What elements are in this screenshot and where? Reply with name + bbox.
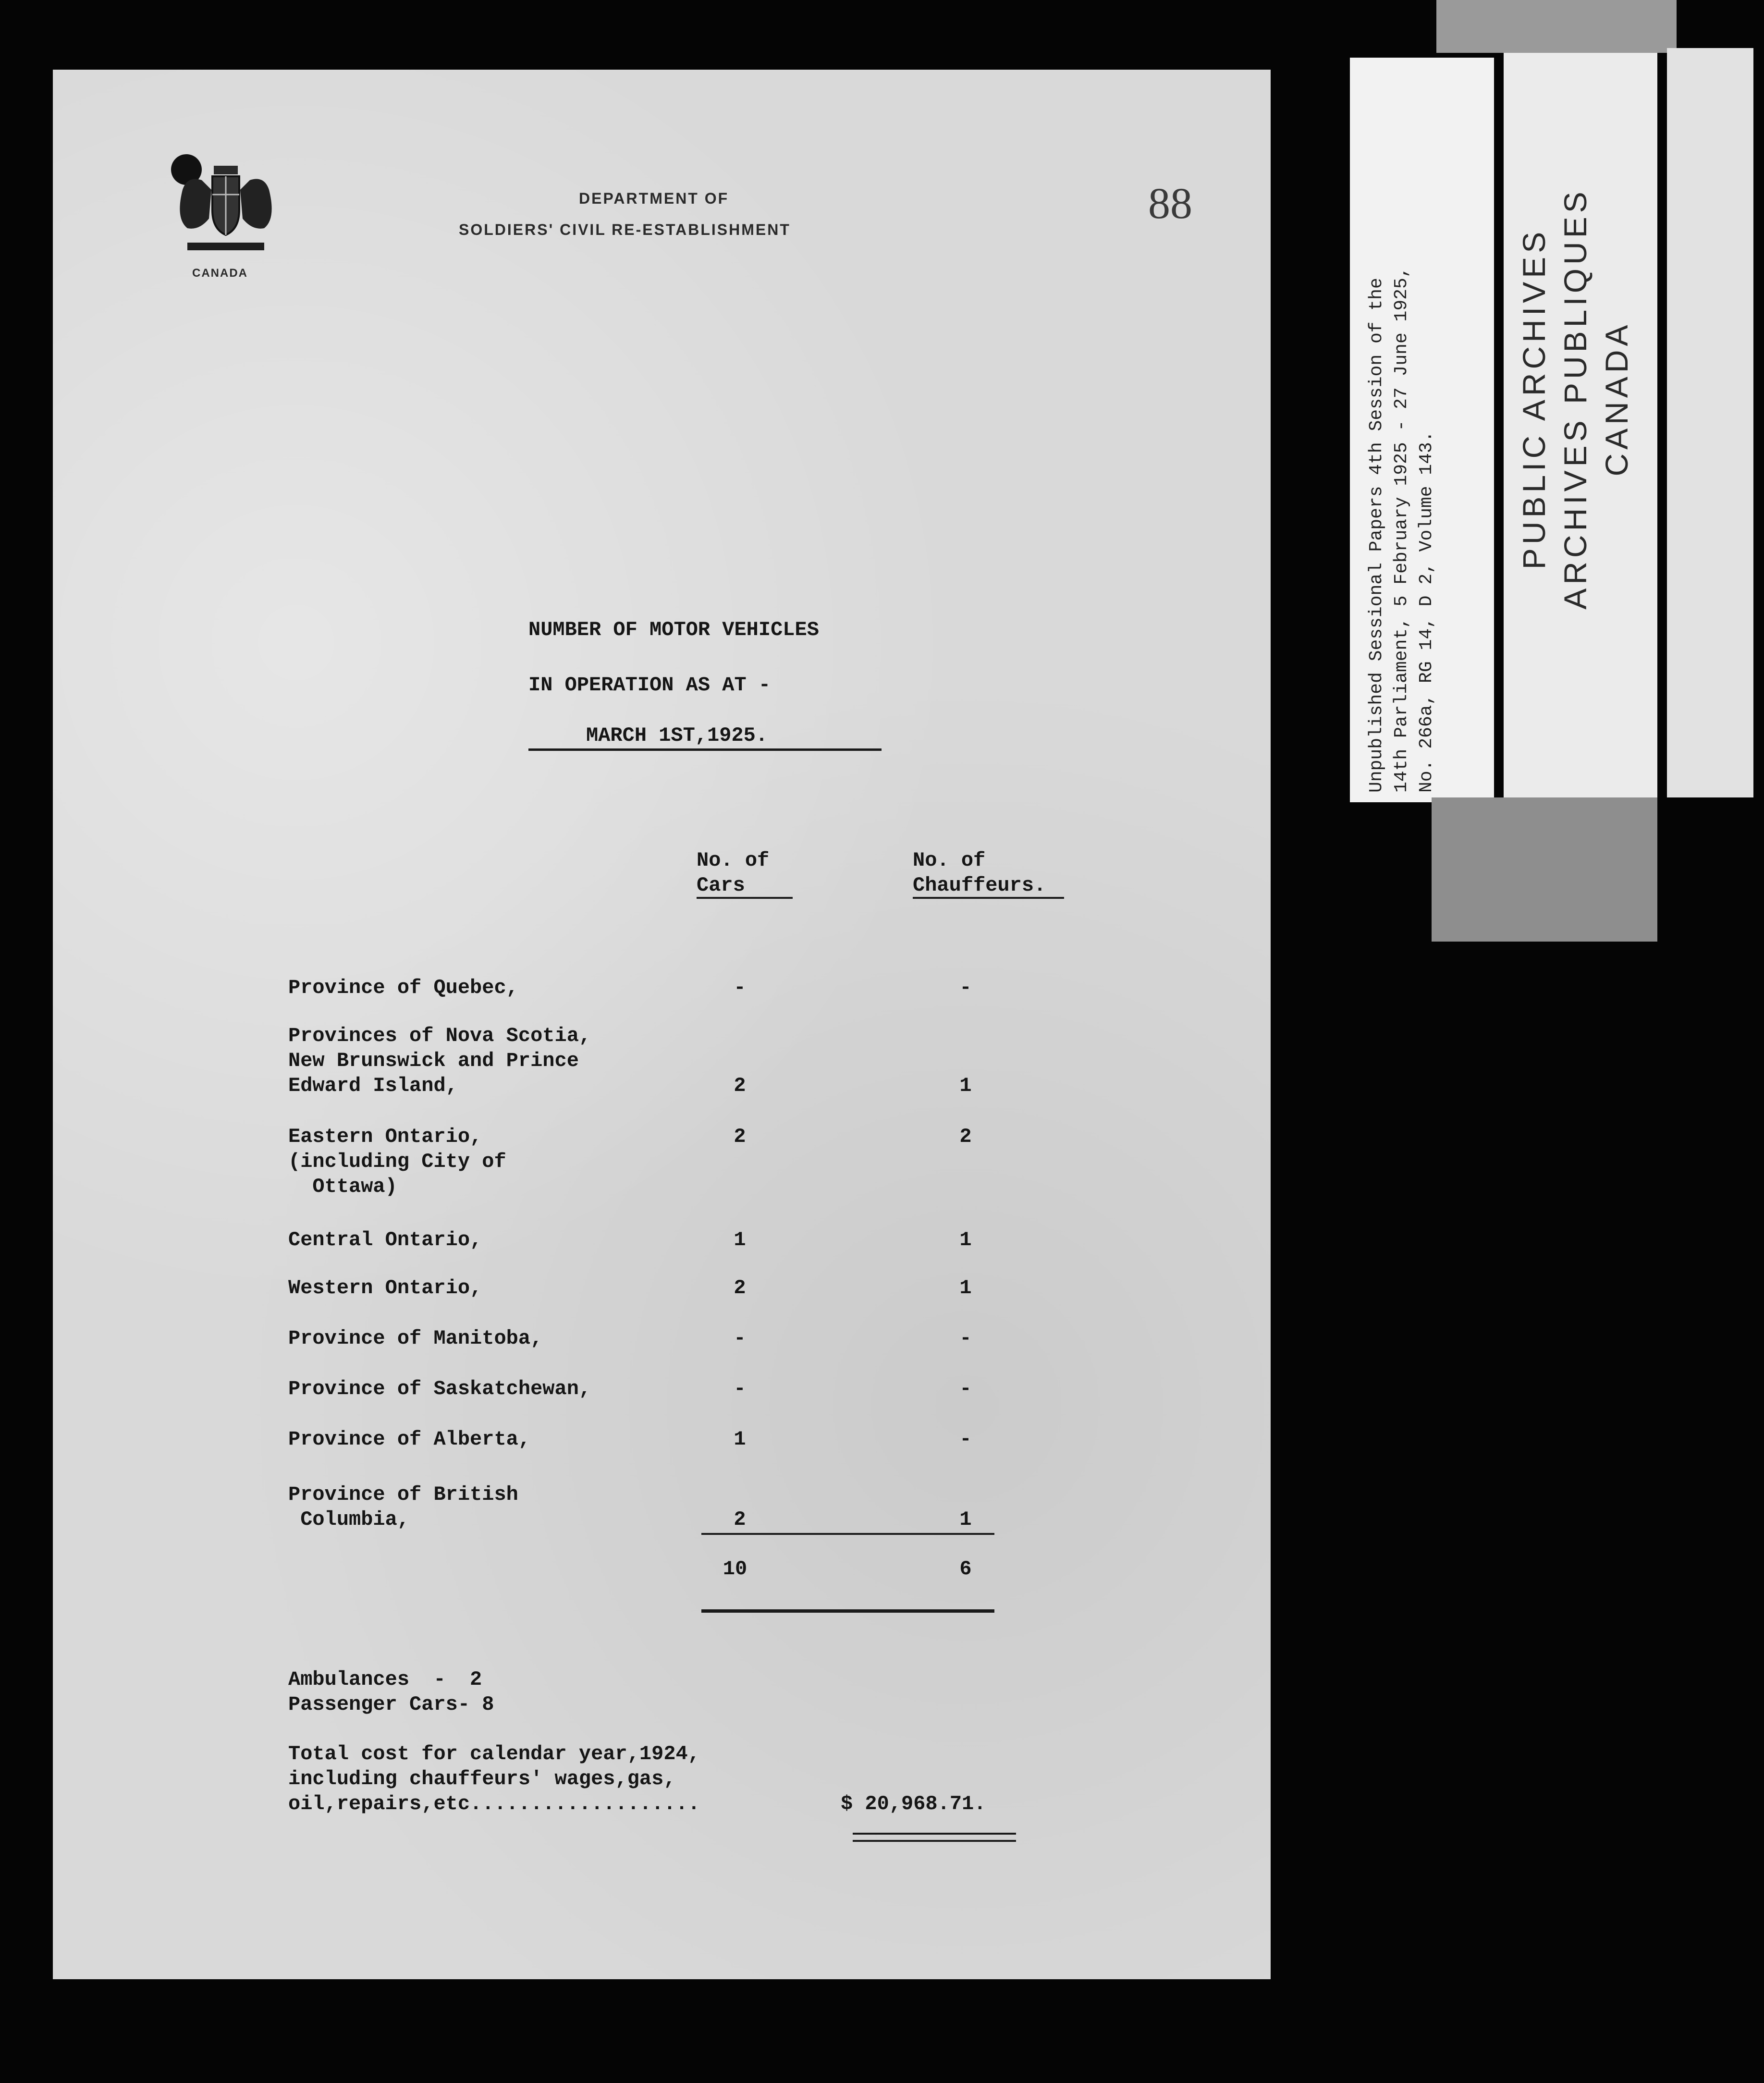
subtotal-rule [701,1533,994,1535]
cost-double-underline-bottom [853,1840,1016,1842]
passenger-cars-line: Passenger Cars- 8 [288,1693,494,1716]
row-cars: 2 [734,1276,746,1299]
row-region: Province of Saskatchewan, [288,1377,591,1400]
cost-line2: including chauffeurs' wages,gas, [288,1767,676,1790]
row-cars: - [734,1377,746,1400]
cost-double-underline-top [853,1833,1016,1835]
row-chauffeurs: 1 [959,1276,972,1299]
tape-strip-bottom [1432,797,1657,942]
row-chauffeurs: - [959,976,972,999]
row-cars: 2 [734,1074,746,1097]
row-region: Western Ontario, [288,1276,482,1299]
cost-line1: Total cost for calendar year,1924, [288,1742,700,1765]
cars-header-line1: No. of [697,849,770,872]
cost-line3: oil,repairs,etc................... [288,1792,700,1815]
row-chauffeurs: 1 [959,1508,972,1531]
total-rule [701,1609,994,1613]
chauffeurs-header-line1: No. of [913,849,986,872]
archive-reference-note: Unpublished Sessional Papers 4th Session of the 14th Parliament, 5 February 1925 - 27 June 1925, No. 266a, RG 14, D 2, Volume 143. [1366,267,1437,793]
archive-stamp-card [1504,53,1657,802]
row-region: Province of Quebec, [288,976,518,999]
row-region: Province of Manitoba, [288,1327,543,1350]
archive-reference-card [1350,58,1494,802]
row-chauffeurs: - [959,1327,972,1350]
row-cars: - [734,976,746,999]
chauffeurs-header-line2: Chauffeurs. [913,874,1046,897]
row-chauffeurs: - [959,1428,972,1451]
row-region: Province of British Columbia, [288,1483,518,1531]
cars-header-line2: Cars [697,874,745,897]
title-line2: IN OPERATION AS AT - [528,674,771,697]
crest-caption: CANADA [192,267,248,280]
row-region: Central Ontario, [288,1228,482,1251]
department-heading-line2: SOLDIERS' CIVIL RE-ESTABLISHMENT [459,221,791,238]
cars-header-underline [697,897,793,899]
chauffeurs-header-underline [913,897,1064,899]
department-heading-line1: DEPARTMENT OF [579,190,729,207]
row-chauffeurs: 2 [959,1125,972,1148]
row-chauffeurs: 1 [959,1074,972,1097]
row-cars: 1 [734,1228,746,1251]
title-line1: NUMBER OF MOTOR VEHICLES [528,618,819,641]
cost-amount: $ 20,968.71. [841,1792,986,1815]
row-region: Provinces of Nova Scotia, New Brunswick and Prince Edward Island, [288,1024,591,1097]
total-chauffeurs: 6 [959,1557,972,1581]
row-region: Province of Alberta, [288,1428,531,1451]
row-chauffeurs: 1 [959,1228,972,1251]
document-sheet [53,70,1271,1979]
row-cars: 2 [734,1508,746,1531]
label-card-edge [1667,48,1753,797]
ambulances-line: Ambulances - 2 [288,1668,482,1691]
page-number: 88 [1148,179,1192,228]
row-region: Eastern Ontario, (including City of Ottawa) [288,1125,506,1198]
tape-strip-top [1436,0,1677,53]
public-archives-stamp: PUBLIC ARCHIVES ARCHIVES PUBLIQUES CANADA [1516,188,1634,610]
title-underline [528,748,882,751]
total-cars: 10 [723,1557,747,1581]
row-cars: 2 [734,1125,746,1148]
row-cars: - [734,1327,746,1350]
royal-coat-of-arms-icon [168,147,283,262]
row-chauffeurs: - [959,1377,972,1400]
row-cars: 1 [734,1428,746,1451]
title-line3: MARCH 1ST,1925. [586,724,768,747]
